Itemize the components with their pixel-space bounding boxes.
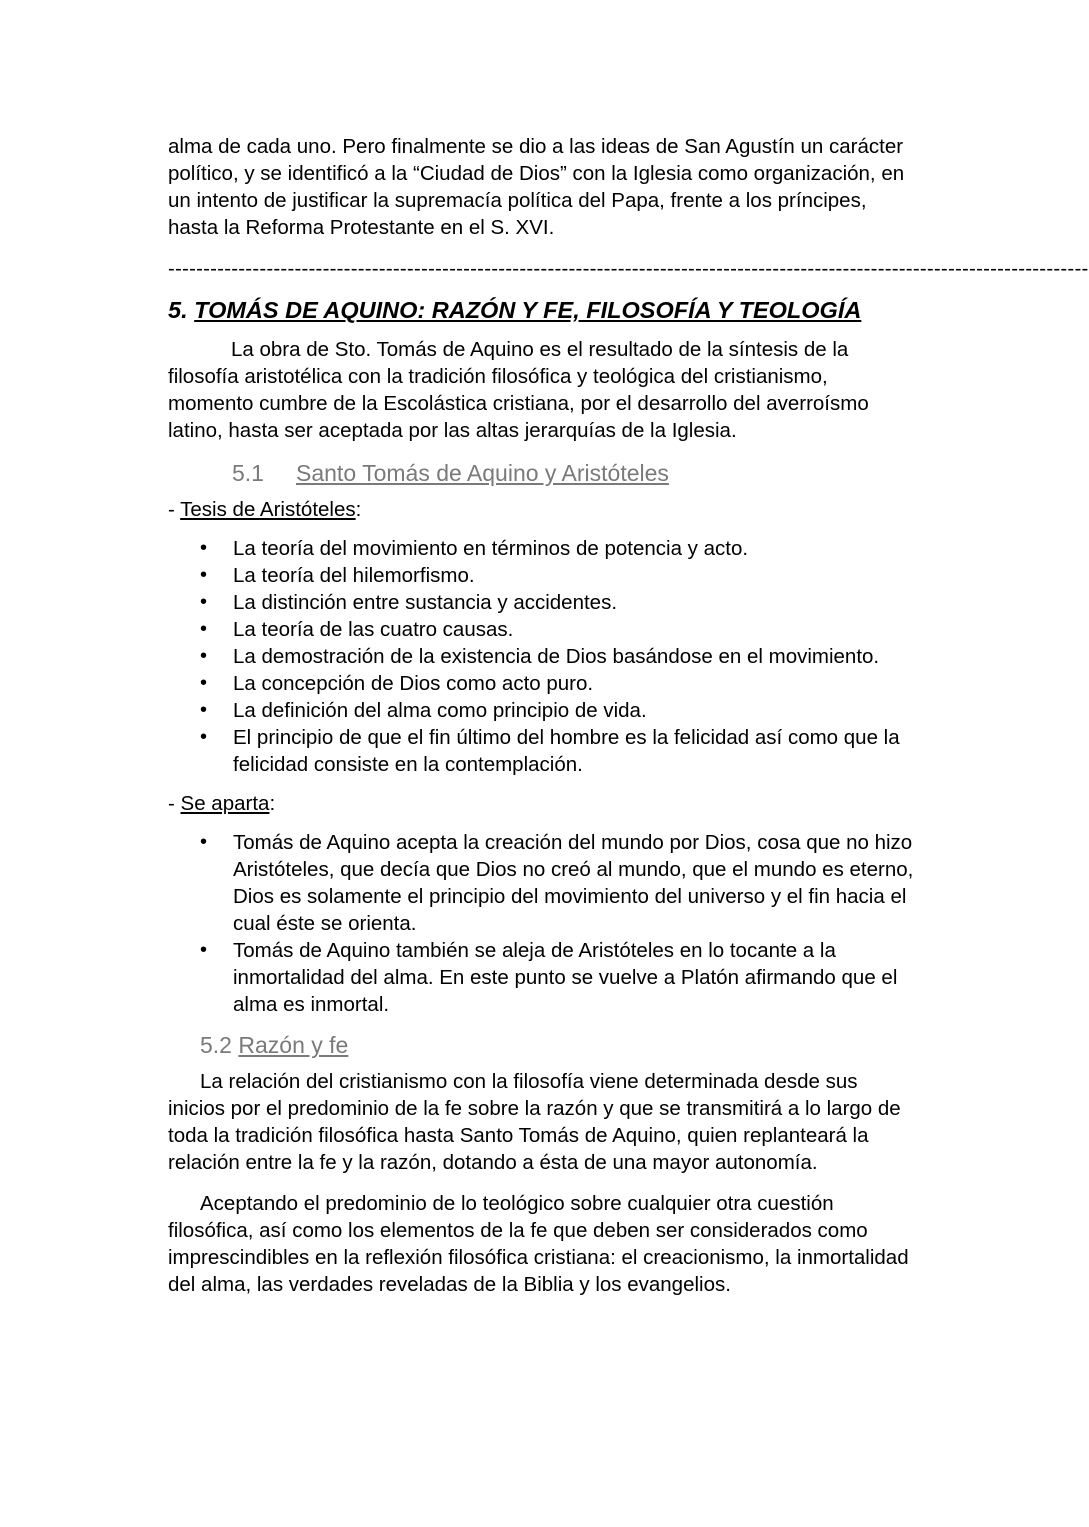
- list-item: [168, 616, 918, 643]
- section-title: TOMÁS DE AQUINO: RAZÓN Y FE, FILOSOFÍA Y TEOLOGÍA: [194, 297, 862, 323]
- aparta-suffix: :: [269, 792, 276, 815]
- intro-paragraph: alma de cada uno. Pero finalmente se dio a las ideas de San Agustín un carácter político, y se identificó a la “Ciudad de Dios” con la Iglesia como organización, en un intento de justificar la supremacía política del Papa, frente a los príncipes, hasta la Reforma Protestante en el S. XVI.: [168, 135, 905, 239]
- separator-line: -----------------------------------------------------------------------------------------------------------------------------------: [168, 257, 1089, 280]
- bullet-icon: •: [200, 537, 208, 559]
- subsection-number: 5.2: [200, 1032, 232, 1058]
- aparta-heading: [168, 790, 918, 817]
- bullet-icon: •: [200, 939, 208, 961]
- list-item-text: La demostración de la existencia de Dios basándose en el movimiento.: [233, 645, 880, 668]
- bullet-icon: •: [200, 618, 208, 640]
- list-item: [168, 589, 918, 616]
- tesis-prefix: -: [168, 498, 181, 521]
- section-intro-paragraph: La obra de Sto. Tomás de Aquino es el resultado de la síntesis de la filosofía aristotélica con la tradición filosófica y teológica del cristianismo, momento cumbre de la Escolástica cristiana, por el desarrollo del averroísmo latino, hasta ser aceptada por las altas jerarquías de la Iglesia.: [168, 338, 869, 442]
- list-item-text: Tomás de Aquino acepta la creación del mundo por Dios, cosa que no hizo Aristóteles, que decía que Dios no creó al mundo, que el mundo es eterno, Dios es solamente el principio del movimiento del universo y el fin hacia el cual éste se orienta.: [233, 831, 914, 935]
- bullet-icon: •: [200, 645, 208, 667]
- tesis-heading: [168, 496, 918, 523]
- list-item-text: La teoría de las cuatro causas.: [233, 618, 514, 641]
- list-item-text: La teoría del movimiento en términos de potencia y acto.: [233, 537, 749, 560]
- subsection-number: 5.1: [232, 460, 264, 486]
- body-paragraph: Aceptando el predominio de lo teológico sobre cualquier otra cuestión filosófica, así como los elementos de la fe que deben ser considerados como imprescindibles en la reflexión filosófica cristiana: el creacionismo, la inmortalidad del alma, las verdades reveladas de la Biblia y los evangelios.: [168, 1192, 909, 1296]
- list-item: [168, 724, 918, 778]
- body-paragraph: La relación del cristianismo con la filosofía viene determinada desde sus inicios por el predominio de la fe sobre la razón y que se transmitirá a lo largo de toda la tradición filosófica hasta Santo Tomás de Aquino, quien replanteará la relación entre la fe y la razón, dotando a ésta de una mayor autonomía.: [168, 1070, 901, 1174]
- section-heading: [168, 294, 918, 326]
- list-item-text: Tomás de Aquino también se aleja de Aristóteles en lo tocante a la inmortalidad del alma. En este punto se vuelve a Platón afirmando que el alma es inmortal.: [233, 939, 898, 1016]
- document-page: [168, 133, 1089, 1312]
- bullet-icon: •: [200, 591, 208, 613]
- list-item-text: El principio de que el fin último del hombre es la felicidad así como que la felicidad consiste en la contemplación.: [233, 726, 900, 776]
- bullet-icon: •: [200, 726, 208, 748]
- tesis-label: Tesis de Aristóteles: [180, 498, 356, 521]
- aparta-prefix: -: [168, 792, 181, 815]
- list-item: [168, 535, 918, 562]
- aparta-label: Se aparta: [180, 792, 270, 815]
- aparta-list: [168, 829, 918, 1018]
- list-item: [168, 670, 918, 697]
- list-item: [168, 829, 918, 937]
- section-number: 5.: [168, 297, 188, 323]
- subsection-title: Razón y fe: [238, 1032, 349, 1058]
- list-item: [168, 643, 918, 670]
- list-item: [168, 937, 918, 1018]
- bullet-icon: •: [200, 564, 208, 586]
- subsection-heading-5-2: [168, 1030, 918, 1060]
- list-item-text: La definición del alma como principio de vida.: [233, 699, 647, 722]
- list-item: [168, 562, 918, 589]
- list-item-text: La teoría del hilemorfismo.: [233, 564, 475, 587]
- bullet-icon: •: [200, 831, 208, 853]
- tesis-list: [168, 535, 918, 778]
- list-item-text: La distinción entre sustancia y accidentes.: [233, 591, 618, 614]
- list-item: [168, 697, 918, 724]
- subsection-title: Santo Tomás de Aquino y Aristóteles: [296, 460, 669, 486]
- tesis-suffix: :: [355, 498, 362, 521]
- bullet-icon: •: [200, 672, 208, 694]
- subsection-heading-5-1: [168, 458, 918, 488]
- bullet-icon: •: [200, 699, 208, 721]
- list-item-text: La concepción de Dios como acto puro.: [233, 672, 594, 695]
